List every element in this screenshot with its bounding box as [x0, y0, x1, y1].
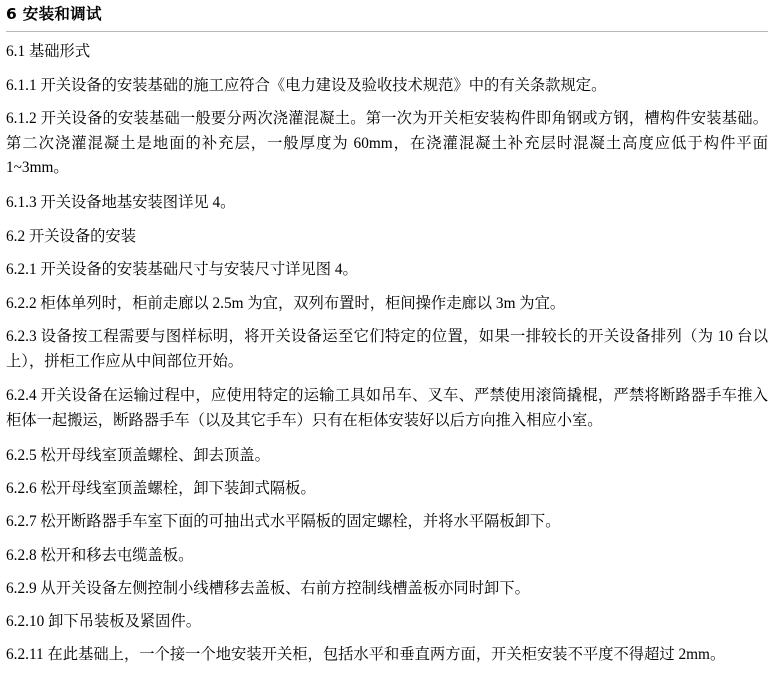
- clause-6-2-11: 6.2.11 在此基础上，一个接一个地安装开关柜，包括水平和垂直两方面，开关柜安装不平度不得超过 2mm。: [6, 646, 726, 664]
- clause-6-2-4: 6.2.4 开关设备在运输过程中，应使用特定的运输工具如吊车、叉车、严禁使用滚筒撬棍，严禁将断路器手车推入柜体一起搬运，断路器手车（以及其它手车）只有在柜体安装好以后方向推入相应小室。: [6, 387, 768, 430]
- title-divider: [6, 31, 768, 32]
- clause-6-2-9: 6.2.9 从开关设备左侧控制小线槽移去盖板、右前方控制线槽盖板亦同时卸下。: [6, 579, 530, 597]
- clause-6-2-5: 6.2.5 松开母线室顶盖螺栓、卸去顶盖。: [6, 446, 270, 464]
- clause-6-2-8: 6.2.8 松开和移去屯缆盖板。: [6, 546, 194, 564]
- section-6-2: 6.2 开关设备的安装: [6, 227, 137, 245]
- clause-6-2-2: 6.2.2 柜体单列时，柜前走廊以 2.5m 为宜，双列布置时，柜间操作走廊以 3m 为宜。: [6, 294, 566, 312]
- clause-6-2-3: 6.2.3 设备按工程需要与图样标明，将开关设备运至它们特定的位置，如果一排较长的开关设备排列（为 10 台以上），拼柜工作应从中间部位开始。: [6, 327, 768, 370]
- clause-6-1-3: 6.1.3 开关设备地基安装图详见 4。: [6, 194, 236, 212]
- clause-6-1-2: 6.1.2 开关设备的安装基础一般要分两次浇灌混凝土。第一次为开关柜安装构件即角钢或方钢，槽构件安装基础。第二次浇灌混凝土是地面的补充层，一般厚度为 60mm，在浇灌混凝土补充层时混凝土高度应低于构件平面 1~3mm。: [6, 109, 768, 177]
- section-6-1: 6.1 基础形式: [6, 42, 91, 60]
- clause-6-2-1: 6.2.1 开关设备的安装基础尺寸与安装尺寸详见图 4。: [6, 261, 358, 279]
- clause-6-1-1: 6.1.1 开关设备的安装基础的施工应符合《电力建设及验收技术规范》中的有关条款规定。: [6, 76, 607, 94]
- page-title: 6 安装和调试: [6, 5, 102, 23]
- clause-6-2-7: 6.2.7 松开断路器手车室下面的可抽出式水平隔板的固定螺栓，并将水平隔板卸下。: [6, 513, 561, 531]
- clause-6-2-10: 6.2.10 卸下吊装板及紧固件。: [6, 613, 202, 631]
- clause-6-2-6: 6.2.6 松开母线室顶盖螺栓，卸下装卸式隔板。: [6, 480, 316, 498]
